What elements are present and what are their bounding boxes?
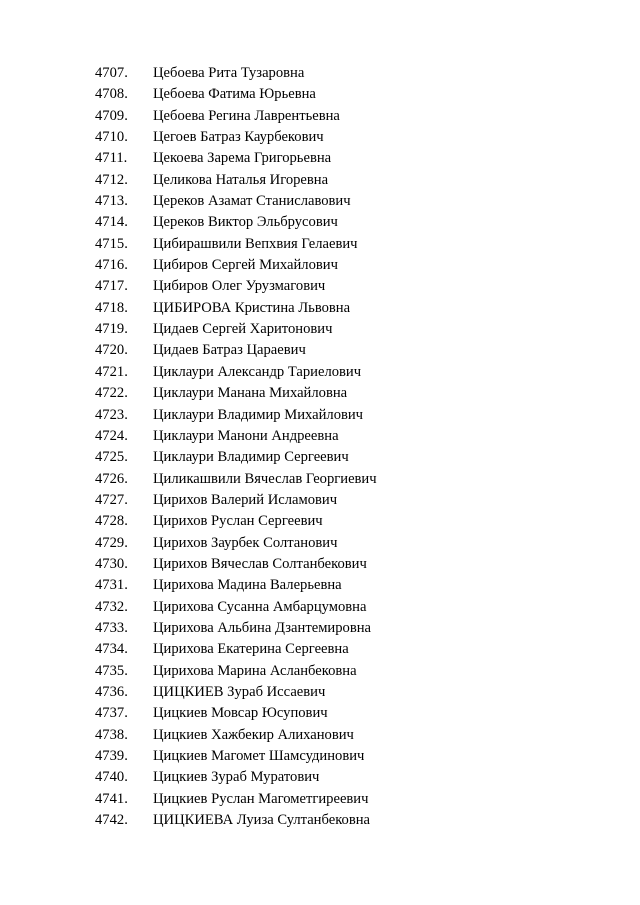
entry-name: Цибиров Сергей Михайлович bbox=[153, 257, 338, 274]
entry-name: Цицкиев Магомет Шамсудинович bbox=[153, 748, 365, 764]
entry-number: 4719. bbox=[95, 321, 128, 338]
entry-name: ЦИЦКИЕВ Зураб Иссаевич bbox=[153, 683, 326, 700]
list-item bbox=[95, 810, 377, 831]
entry-name: Цирихова Альбина Дзантемировна bbox=[153, 619, 372, 636]
entry-number: 4727. bbox=[95, 491, 128, 508]
entry-name: Цицкиев Мовсар Юсупович bbox=[153, 705, 328, 722]
list-item bbox=[95, 661, 377, 682]
entry-number: 4735. bbox=[95, 662, 128, 679]
entry-number: 4741. bbox=[95, 790, 128, 807]
list-item bbox=[95, 618, 377, 639]
list-item bbox=[95, 276, 377, 297]
list-item bbox=[95, 191, 377, 212]
entry-number: 4742. bbox=[95, 812, 128, 829]
entry-name: Циклаури Владимир Сергеевич bbox=[153, 449, 349, 466]
entry-name: Циклаури Манони Андреевна bbox=[153, 427, 339, 444]
entry-name: Цегоев Батраз Каурбекович bbox=[153, 129, 324, 146]
list-item bbox=[95, 575, 377, 596]
entry-name: Цереков Азамат Станиславович bbox=[153, 193, 351, 210]
entry-name: Цирихова Мадина Валерьевна bbox=[153, 577, 342, 594]
entry-number: 4736. bbox=[95, 683, 128, 700]
list-item bbox=[95, 148, 377, 169]
entry-name: Циклаури Манана Михайловна bbox=[153, 385, 348, 402]
entry-number: 4707. bbox=[95, 65, 128, 81]
list-item bbox=[95, 789, 377, 810]
entry-name: Цебоева Рита Тузаровна bbox=[153, 65, 305, 81]
list-item bbox=[95, 767, 377, 788]
list-item bbox=[95, 639, 377, 660]
list-item bbox=[95, 447, 377, 468]
entry-name: Цирихов Заурбек Солтанович bbox=[153, 534, 338, 551]
entry-name: Цирихова Сусанна Амбарцумовна bbox=[153, 598, 367, 615]
entry-number: 4710. bbox=[95, 129, 128, 146]
entry-name: Цибирашвили Вепхвия Гелаевич bbox=[153, 235, 358, 252]
entry-number: 4724. bbox=[95, 427, 128, 444]
list-item bbox=[95, 405, 377, 426]
entry-name: Цицкиев Хажбекир Алиханович bbox=[153, 726, 354, 743]
entry-name: Целикова Наталья Игоревна bbox=[153, 171, 329, 188]
list-item bbox=[95, 703, 377, 724]
list-item bbox=[95, 319, 377, 340]
entry-number: 4730. bbox=[95, 555, 128, 572]
entry-name: Цирихов Руслан Сергеевич bbox=[153, 513, 323, 530]
list-item bbox=[95, 682, 377, 703]
entry-name: ЦИЦКИЕВА Луиза Султанбековна bbox=[153, 812, 371, 829]
entry-number: 4708. bbox=[95, 86, 128, 103]
entry-number: 4729. bbox=[95, 534, 128, 551]
entry-name: Цебоева Регина Лаврентьевна bbox=[153, 107, 340, 124]
list-item bbox=[95, 533, 377, 554]
entry-number: 4717. bbox=[95, 278, 128, 295]
entry-name: Циликашвили Вячеслав Георгиевич bbox=[153, 470, 377, 487]
entry-number: 4722. bbox=[95, 385, 128, 402]
entry-number: 4715. bbox=[95, 235, 128, 252]
list-item bbox=[95, 597, 377, 618]
list-item bbox=[95, 554, 377, 575]
entry-number: 4732. bbox=[95, 598, 128, 615]
entry-number: 4740. bbox=[95, 769, 128, 786]
entry-name: Цидаев Батраз Цараевич bbox=[153, 342, 306, 359]
entry-number: 4733. bbox=[95, 619, 128, 636]
entry-number: 4716. bbox=[95, 257, 128, 274]
entry-number: 4725. bbox=[95, 449, 128, 466]
entry-number: 4718. bbox=[95, 299, 128, 316]
entry-number: 4734. bbox=[95, 641, 128, 658]
list-item bbox=[95, 234, 377, 255]
list-item bbox=[95, 490, 377, 511]
entry-name: Цирихова Екатерина Сергеевна bbox=[153, 641, 349, 658]
entry-number: 4728. bbox=[95, 513, 128, 530]
entry-number: 4711. bbox=[95, 150, 128, 167]
list-item bbox=[95, 426, 377, 447]
entry-name: Цибиров Олег Урузмагович bbox=[153, 278, 326, 295]
list-item bbox=[95, 511, 377, 532]
entry-number: 4738. bbox=[95, 726, 128, 743]
entry-name: Цебоева Фатима Юрьевна bbox=[153, 86, 316, 103]
entry-number: 4720. bbox=[95, 342, 128, 359]
entry-number: 4739. bbox=[95, 748, 128, 764]
entry-name: Цереков Виктор Эльбрусович bbox=[153, 214, 338, 231]
entry-name: ЦИБИРОВА Кристина Львовна bbox=[153, 299, 351, 316]
entry-number: 4737. bbox=[95, 705, 128, 722]
entry-name: Циклаури Александр Тариелович bbox=[153, 363, 362, 380]
list-item bbox=[95, 362, 377, 383]
entry-name: Цирихова Марина Асланбековна bbox=[153, 662, 357, 679]
list-item bbox=[95, 170, 377, 191]
entry-number: 4709. bbox=[95, 107, 128, 124]
list-item bbox=[95, 106, 377, 127]
entry-name: Цицкиев Зураб Муратович bbox=[153, 769, 320, 786]
list-item bbox=[95, 340, 377, 361]
entry-number: 4731. bbox=[95, 577, 128, 594]
entry-number: 4713. bbox=[95, 193, 128, 210]
name-list bbox=[95, 63, 377, 831]
entry-name: Цекоева Зарема Григорьевна bbox=[153, 150, 332, 167]
entry-name: Циклаури Владимир Михайлович bbox=[153, 406, 364, 423]
entry-number: 4712. bbox=[95, 171, 128, 188]
list-item bbox=[95, 725, 377, 746]
list-item bbox=[95, 84, 377, 105]
entry-name: Цирихов Валерий Исламович bbox=[153, 491, 338, 508]
list-item bbox=[95, 298, 377, 319]
list-item bbox=[95, 127, 377, 148]
list-item bbox=[95, 63, 377, 84]
list-item bbox=[95, 469, 377, 490]
list-item bbox=[95, 746, 377, 767]
entry-number: 4726. bbox=[95, 470, 128, 487]
entry-name: Цирихов Вячеслав Солтанбекович bbox=[153, 555, 367, 572]
list-item bbox=[95, 255, 377, 276]
entry-number: 4721. bbox=[95, 363, 128, 380]
entry-number: 4714. bbox=[95, 214, 128, 231]
entry-name: Цидаев Сергей Харитонович bbox=[153, 321, 333, 338]
entry-name: Цицкиев Руслан Магометгиреевич bbox=[153, 790, 369, 807]
list-item bbox=[95, 212, 377, 233]
list-item bbox=[95, 383, 377, 404]
entry-number: 4723. bbox=[95, 406, 128, 423]
